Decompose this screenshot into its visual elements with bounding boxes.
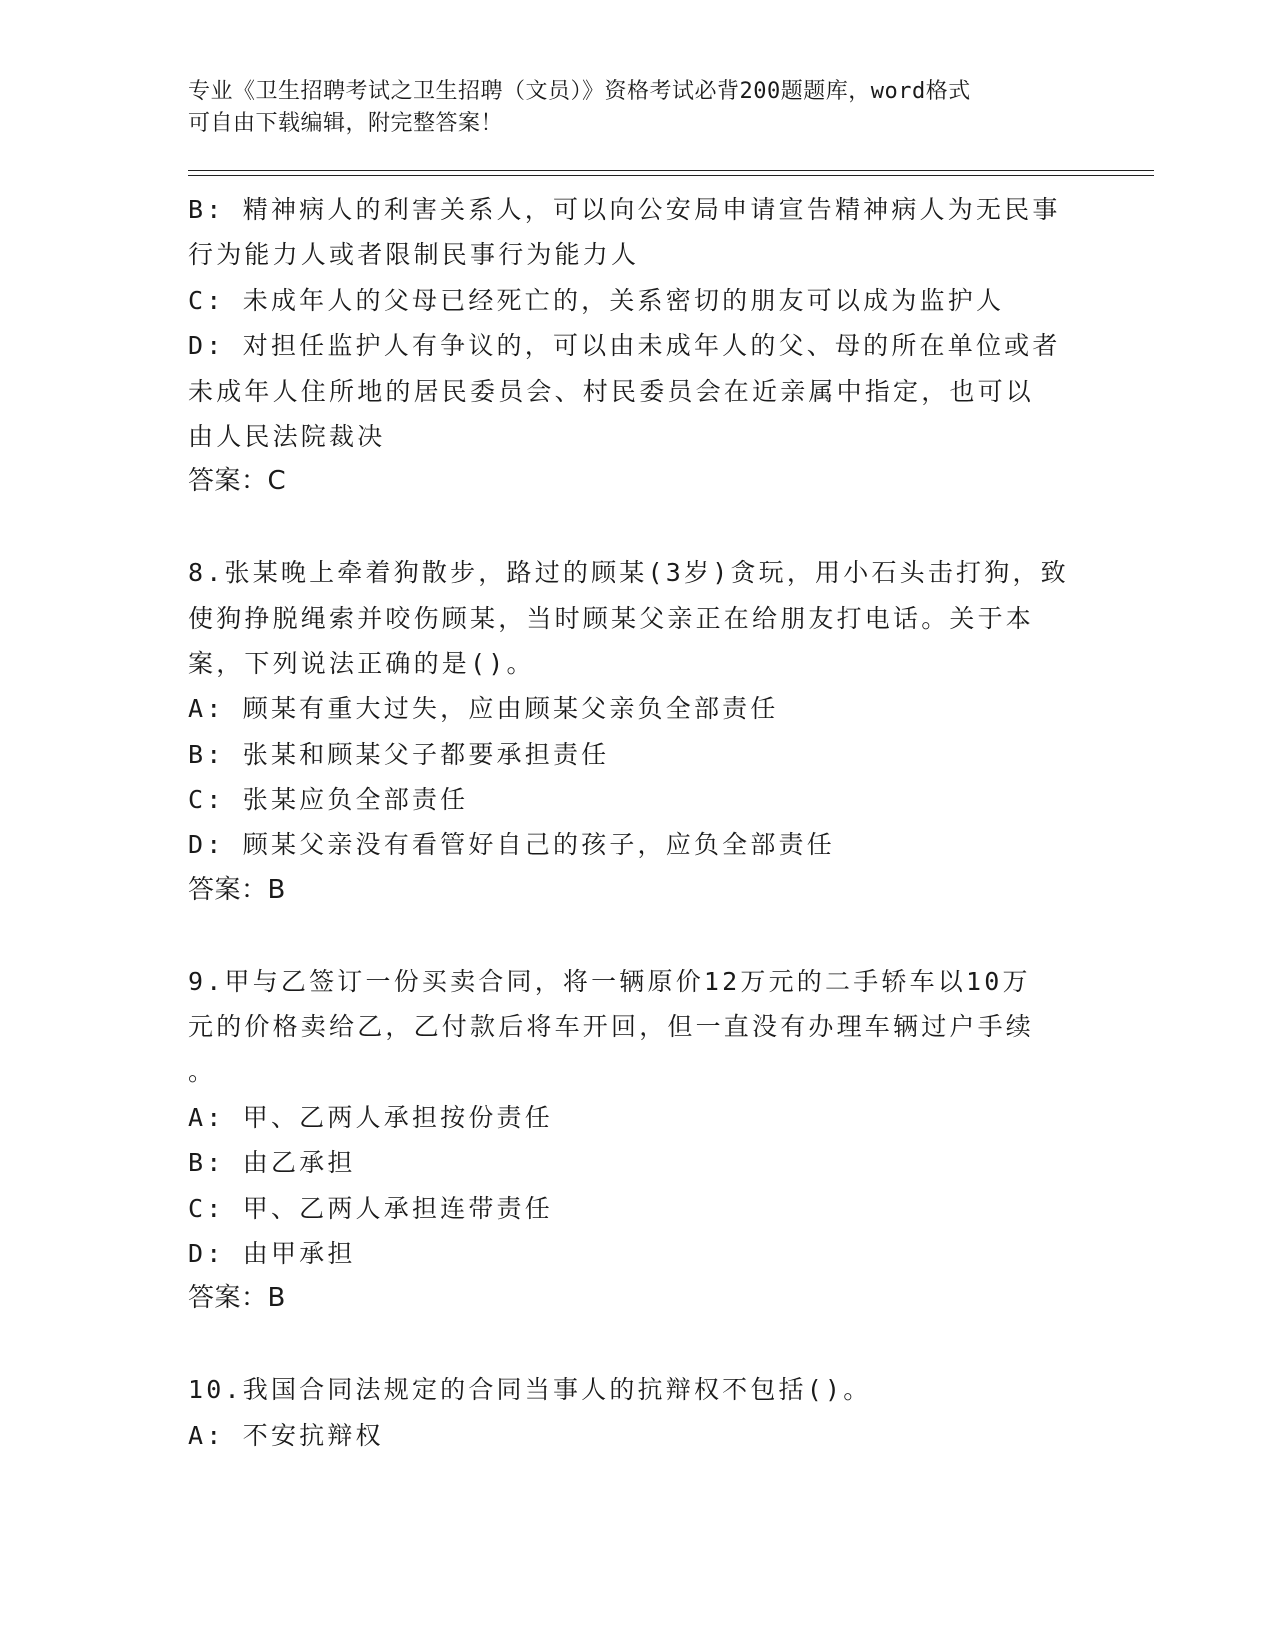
option-c: C: 未成年人的父母已经死亡的，关系密切的朋友可以成为监护人 (188, 285, 1005, 315)
spacer (188, 913, 1088, 958)
option-b: B: 由乙承担 (188, 1148, 356, 1178)
question-stem-line-2: 元的价格卖给乙，乙付款后将车开回，但一直没有办理车辆过户手续 (188, 1012, 1035, 1042)
option-d: D: 顾某父亲没有看管好自己的孩子，应负全部责任 (188, 830, 835, 860)
header-rule-top (188, 170, 1154, 171)
header-line-1: 专业《卫生招聘考试之卫生招聘（文员）》资格考试必背200题题库，word格式 (188, 79, 971, 104)
question-stem-line-1: 8.张某晚上牵着狗散步，路过的顾某(3岁)贪玩，用小石头击打狗，致 (188, 558, 1069, 588)
question-stem-line-3: 案，下列说法正确的是()。 (188, 648, 535, 678)
question-stem-line-2: 使狗挣脱绳索并咬伤顾某，当时顾某父亲正在给朋友打电话。关于本 (188, 603, 1035, 633)
option-b-line-2: 行为能力人或者限制民事行为能力人 (188, 240, 640, 270)
question-8 (188, 550, 1088, 913)
question-stem-line-1: 9.甲与乙签订一份买卖合同，将一辆原价12万元的二手轿车以10万 (188, 966, 1031, 996)
option-b-line-1: B: 精神病人的利害关系人，可以向公安局申请宣告精神病人为无民事 (188, 195, 1061, 224)
spacer (188, 505, 1088, 550)
header-rule-bottom (188, 175, 1154, 176)
question-7-tail (188, 187, 1088, 505)
document-header (188, 76, 1088, 140)
option-c: C: 张某应负全部责任 (188, 785, 469, 815)
question-stem-line-1: 10.我国合同法规定的合同当事人的抗辩权不包括()。 (188, 1375, 872, 1405)
option-c: C: 甲、乙两人承担连带责任 (188, 1193, 553, 1223)
answer: 答案：B (188, 874, 286, 905)
option-d-line-3: 由人民法院裁决 (188, 421, 386, 451)
header-line-2: 可自由下载编辑，附完整答案！ (188, 111, 504, 136)
option-b: B: 张某和顾某父子都要承担责任 (188, 739, 610, 769)
answer: 答案：C (188, 466, 287, 497)
option-a: A: 顾某有重大过失，应由顾某父亲负全部责任 (188, 694, 779, 724)
spacer (188, 1322, 1088, 1367)
question-10 (188, 1367, 1088, 1458)
option-a: A: 甲、乙两人承担按份责任 (188, 1102, 553, 1132)
option-d: D: 由甲承担 (188, 1238, 356, 1268)
question-list (188, 187, 1088, 1458)
question-stem-line-3: 。 (188, 1057, 217, 1087)
answer: 答案：B (188, 1283, 286, 1314)
option-a: A: 不安抗辩权 (188, 1420, 384, 1450)
option-d-line-2: 未成年人住所地的居民委员会、村民委员会在近亲属中指定，也可以 (188, 376, 1035, 406)
option-d-line-1: D: 对担任监护人有争议的，可以由未成年人的父、母的所在单位或者 (188, 331, 1061, 361)
question-9 (188, 959, 1088, 1322)
